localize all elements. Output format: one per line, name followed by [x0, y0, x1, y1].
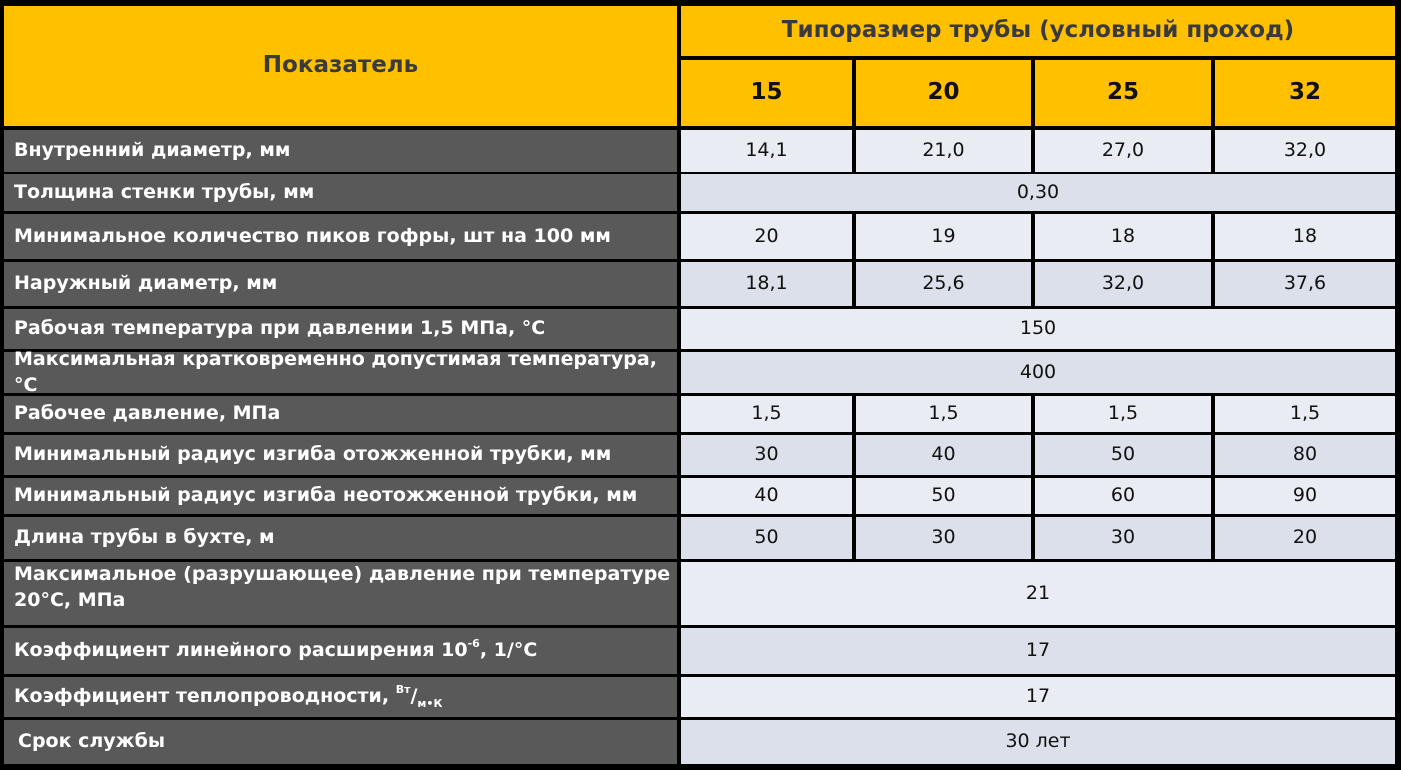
cell-value: 1,5: [1289, 402, 1321, 425]
cell-value: 20: [1292, 526, 1318, 549]
cell-value: 50: [754, 526, 779, 549]
cell-value: 1,5: [928, 402, 959, 425]
cell-value: 40: [754, 484, 779, 507]
cell-value: 40: [931, 443, 956, 466]
header-size-25: [1035, 60, 1211, 126]
header-indicator: [4, 6, 677, 126]
table-cell: [1215, 396, 1395, 432]
cell-value: 1,5: [751, 402, 782, 425]
table-cell: [1215, 517, 1395, 559]
row-label-text: Наружный диаметр, мм: [14, 272, 278, 295]
cell-value: 21,0: [922, 139, 965, 162]
cell-value: 27,0: [1101, 139, 1145, 162]
row-label-coil-length: [4, 517, 677, 559]
row-label-text: Коэффициент теплопроводности, $^{Вт}/_{м•К}$: [14, 682, 443, 710]
header-size-20: [856, 60, 1031, 126]
table-cell: [1215, 262, 1395, 306]
table-cell: [1035, 435, 1211, 475]
table-cell: [1035, 396, 1211, 432]
table-cell: [856, 478, 1031, 514]
row-label-bend-radius-unannealed: [4, 478, 677, 514]
table-cell: [1215, 214, 1395, 259]
cell-value: 1,5: [1107, 402, 1139, 425]
table-cell: [856, 130, 1031, 172]
header-group: [681, 6, 1395, 56]
row-label-text: Срок службы: [18, 730, 166, 753]
table-cell-merged: [681, 720, 1395, 764]
table-cell: [1035, 478, 1211, 514]
row-label-max-short-temperature: [4, 347, 677, 396]
cell-value: 19: [931, 224, 956, 247]
cell-value: 32,0: [1101, 272, 1145, 295]
header-size-label: 15: [750, 79, 783, 106]
cell-value: 25,6: [922, 272, 965, 295]
table-cell: [1035, 262, 1211, 306]
cell-value: 18: [1110, 224, 1136, 247]
table-cell: [1035, 517, 1211, 559]
cell-value: 150: [1019, 317, 1057, 340]
cell-value: 0,30: [1016, 180, 1060, 203]
row-label-thermal-conductivity: [4, 677, 677, 717]
row-label-corrugation-peaks: [4, 214, 677, 259]
cell-value: 21: [1025, 581, 1051, 604]
table-cell: [856, 396, 1031, 432]
table-cell: [856, 517, 1031, 559]
table-cell: [681, 262, 852, 306]
cell-value: 90: [1292, 484, 1318, 507]
table-cell: [681, 130, 852, 172]
table-cell-merged: [681, 677, 1395, 717]
row-label-wall-thickness: [4, 174, 677, 211]
row-label-inner-diameter: [4, 130, 677, 172]
row-label-text: Длина трубы в бухте, м: [14, 526, 275, 549]
row-label-text: Минимальный радиус изгиба неотожженной трубки, мм: [14, 484, 638, 507]
row-label-text-line2: 20°С, МПа: [14, 588, 126, 611]
table-cell: [681, 435, 852, 475]
cell-value: 14,1: [745, 139, 788, 162]
cell-value: 30: [754, 443, 779, 466]
cell-value: 50: [931, 484, 956, 507]
cell-value: 30: [931, 526, 956, 549]
cell-value: 60: [1110, 484, 1136, 507]
row-label-text: Толщина стенки трубы, мм: [14, 180, 315, 203]
table-cell: [1215, 130, 1395, 172]
table-cell-merged: [681, 352, 1395, 393]
cell-value: 30: [1110, 526, 1136, 549]
header-size-label: 32: [1288, 79, 1321, 106]
table-cell: [681, 214, 852, 259]
row-label-bend-radius-annealed: [4, 435, 677, 475]
header-size-32: [1215, 60, 1395, 126]
table-cell: [1035, 130, 1211, 172]
header-size-15: [681, 60, 852, 126]
cell-value: 18: [1292, 224, 1318, 247]
table-cell: [856, 214, 1031, 259]
table-cell-merged: [681, 628, 1395, 674]
table-cell: [1215, 478, 1395, 514]
cell-value: 30 лет: [1005, 730, 1071, 753]
row-label-text: Внутренний диаметр, мм: [14, 139, 291, 162]
row-label-working-temperature: [4, 309, 677, 349]
cell-value: 80: [1292, 443, 1318, 466]
header-group-label: Типоразмер трубы (условный проход): [781, 17, 1295, 44]
row-label-text: Минимальный радиус изгиба отожженной трубки, мм: [14, 443, 612, 466]
table-cell: [856, 435, 1031, 475]
table-cell: [681, 517, 852, 559]
cell-value: 20: [754, 224, 779, 247]
cell-value: 18,1: [745, 272, 788, 295]
cell-value: 32,0: [1283, 139, 1327, 162]
row-label-text: Минимальное количество пиков гофры, шт на 100 мм: [14, 224, 611, 247]
cell-value: 400: [1019, 360, 1057, 383]
table-cell-merged: [681, 309, 1395, 349]
header-size-label: 20: [927, 79, 960, 106]
row-label-text: Максимальная кратковременно допустимая температура, °С: [14, 347, 657, 396]
row-label-outer-diameter: [4, 262, 677, 306]
table-cell: [856, 262, 1031, 306]
header-size-label: 25: [1106, 79, 1139, 106]
cell-value: 37,6: [1283, 272, 1327, 295]
row-label-burst-pressure: [4, 562, 677, 625]
table-cell-merged: [681, 174, 1395, 211]
row-label-text: Рабочее давление, МПа: [14, 402, 281, 425]
row-label-linear-expansion: [4, 628, 677, 674]
table-cell: [681, 478, 852, 514]
header-indicator-label: Показатель: [262, 52, 419, 79]
row-label-text: Коэффициент линейного расширения $10^{-6}$, 1/°С: [14, 636, 538, 662]
table-cell: [1215, 435, 1395, 475]
row-label-text: Рабочая температура при давлении 1,5 МПа, °С: [14, 317, 546, 340]
cell-value: 50: [1110, 443, 1136, 466]
table-cell: [1035, 214, 1211, 259]
table-cell-merged: [681, 562, 1395, 625]
table-cell: [681, 396, 852, 432]
row-label-text-line1: Максимальное (разрушающее) давление при температуре: [14, 563, 671, 585]
cell-value: 17: [1025, 685, 1051, 708]
row-label-working-pressure: [4, 396, 677, 432]
cell-value: 17: [1025, 639, 1051, 662]
row-label-service-life: [4, 720, 677, 764]
